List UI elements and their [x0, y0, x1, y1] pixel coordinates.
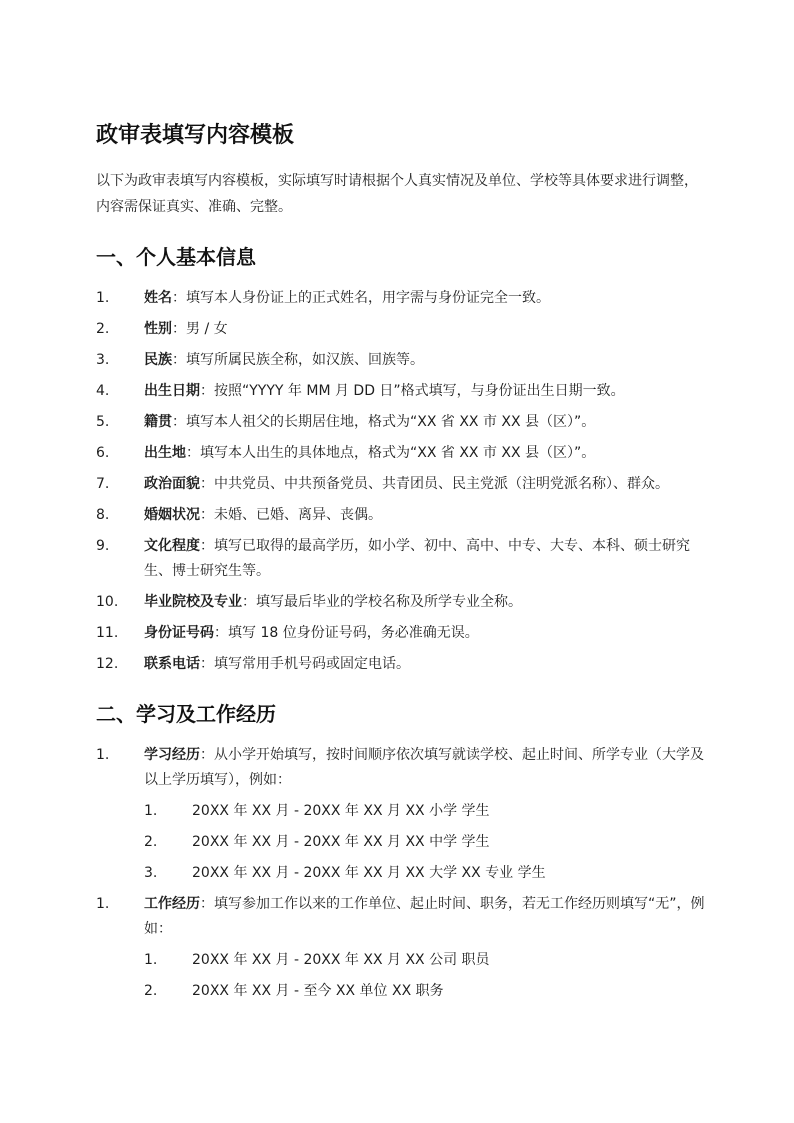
item-number: 3.: [144, 865, 158, 881]
list-item: [96, 534, 706, 584]
item-number: 10.: [96, 594, 119, 610]
item-text: 20XX 年 XX 月 - 20XX 年 XX 月 XX 公司 职员: [192, 952, 490, 968]
sub-list-item: [144, 979, 706, 1004]
item-label: 工作经历: [144, 896, 200, 912]
item-text: 20XX 年 XX 月 - 至今 XX 单位 XX 职务: [192, 983, 444, 999]
item-text: ：填写参加工作以来的工作单位、起止时间、职务，若无工作经历则填写“无”，例如：: [144, 896, 705, 937]
item-number: 1.: [144, 952, 158, 968]
item-text: ：填写本人身份证上的正式姓名，用字需与身份证完全一致。: [172, 290, 550, 306]
item-label: 婚姻状况: [144, 507, 200, 523]
item-text: ：填写 18 位身份证号码，务必准确无误。: [214, 625, 479, 641]
item-number: 5.: [96, 414, 110, 430]
list-item: [96, 410, 706, 435]
item-number: 2.: [144, 834, 158, 850]
item-number: 2.: [96, 321, 110, 337]
item-label: 身份证号码: [144, 625, 214, 641]
item-label: 姓名: [144, 290, 172, 306]
item-number: 1.: [96, 290, 110, 306]
item-number: 7.: [96, 476, 110, 492]
item-text: ：填写所属民族全称，如汉族、回族等。: [172, 352, 424, 368]
list-item: [96, 348, 706, 373]
item-text: ：填写常用手机号码或固定电话。: [200, 656, 410, 672]
item-number: 3.: [96, 352, 110, 368]
list-item: [96, 503, 706, 528]
item-label: 联系电话: [144, 656, 200, 672]
item-text: ：填写本人祖父的长期居住地，格式为“XX 省 XX 市 XX 县（区）”。: [172, 414, 596, 430]
item-label: 出生日期: [144, 383, 200, 399]
section-heading-basic-info: 一、个人基本信息: [96, 245, 256, 269]
item-label: 性别: [144, 321, 172, 337]
list-item: [96, 441, 706, 466]
item-text: ：中共党员、中共预备党员、共青团员、民主党派（注明党派名称）、群众。: [200, 476, 669, 492]
item-text: ：填写已取得的最高学历，如小学、初中、高中、中专、大专、本科、硕士研究生、博士研究生等。: [144, 538, 690, 579]
page-title: 政审表填写内容模板: [96, 123, 295, 148]
list-item-work: [96, 892, 706, 1004]
item-text: ：填写本人出生的具体地点，格式为“XX 省 XX 市 XX 县（区）”。: [186, 445, 596, 461]
item-number: 2.: [144, 983, 158, 999]
item-number: 1.: [96, 747, 110, 763]
item-text: ：填写最后毕业的学校名称及所学专业全称。: [242, 594, 522, 610]
item-number: 4.: [96, 383, 110, 399]
item-text: 20XX 年 XX 月 - 20XX 年 XX 月 XX 小学 学生: [192, 803, 490, 819]
item-label: 籍贯: [144, 414, 172, 430]
item-label: 出生地: [144, 445, 186, 461]
list-item: [96, 286, 706, 311]
item-text: ：男 / 女: [172, 321, 228, 337]
document-page: [96, 118, 706, 1010]
item-label: 学习经历: [144, 747, 200, 763]
item-label: 政治面貌: [144, 476, 200, 492]
item-text: 20XX 年 XX 月 - 20XX 年 XX 月 XX 中学 学生: [192, 834, 490, 850]
sub-list-item: [144, 830, 706, 855]
study-examples-list: [144, 799, 706, 886]
item-text: ：按照“YYYY 年 MM 月 DD 日”格式填写，与身份证出生日期一致。: [200, 383, 625, 399]
list-item: [96, 590, 706, 615]
item-number: 8.: [96, 507, 110, 523]
item-label: 民族: [144, 352, 172, 368]
list-item: [96, 621, 706, 646]
item-number: 12.: [96, 656, 119, 672]
item-text: ：未婚、已婚、离异、丧偶。: [200, 507, 382, 523]
list-item: [96, 472, 706, 497]
item-label: 文化程度: [144, 538, 200, 554]
item-number: 6.: [96, 445, 110, 461]
item-number: 11.: [96, 625, 119, 641]
list-item-study: [96, 743, 706, 886]
list-item: [96, 379, 706, 404]
section-heading-experience: 二、学习及工作经历: [96, 702, 276, 726]
sub-list-item: [144, 948, 706, 973]
list-item: [96, 652, 706, 677]
work-examples-list: [144, 948, 706, 1004]
item-number: 9.: [96, 538, 110, 554]
basic-info-list: [96, 286, 706, 677]
intro-paragraph: 以下为政审表填写内容模板，实际填写时请根据个人真实情况及单位、学校等具体要求进行调整，内容需保证真实、准确、完整。: [96, 173, 698, 215]
item-number: 1.: [96, 896, 110, 912]
sub-list-item: [144, 799, 706, 824]
item-label: 毕业院校及专业: [144, 594, 242, 610]
item-text: 20XX 年 XX 月 - 20XX 年 XX 月 XX 大学 XX 专业 学生: [192, 865, 546, 881]
item-number: 1.: [144, 803, 158, 819]
list-item: [96, 317, 706, 342]
experience-list: [96, 743, 706, 1004]
sub-list-item: [144, 861, 706, 886]
item-text: ：从小学开始填写，按时间顺序依次填写就读学校、起止时间、所学专业（大学及以上学历填写），例如：: [144, 747, 704, 788]
